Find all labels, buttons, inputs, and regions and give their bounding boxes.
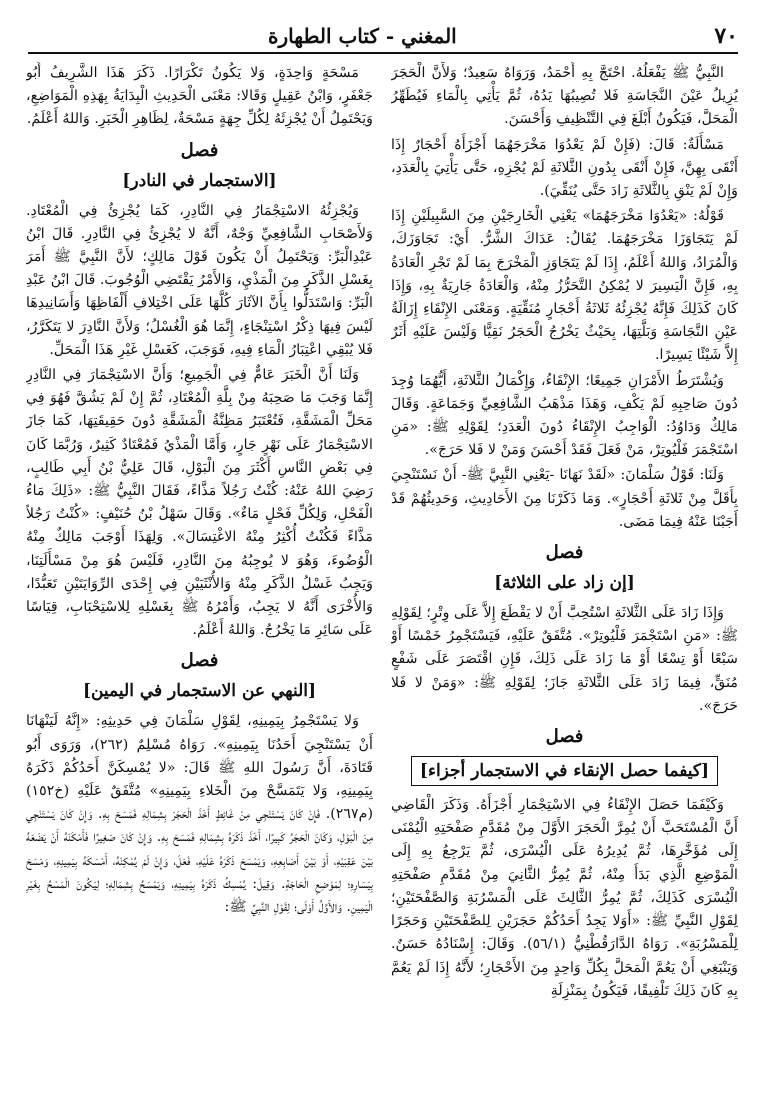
paragraph: وَيُشْتَرَطُ الأَمْرَانِ جَمِيعًا؛ الإِنْقَاءُ، وَإِكْمَالُ الثَّلاثَةِ، أَيُّهُمَا وُجِدَ دُونَ صَاحِبِهِ لَمْ يَكْفِ، وَهَذَا مَذْهَبُ الشَّافِعِيِّ وَجَمَاعَةٍ. وَقَالَ مَالِكٌ وَدَاوُدُ: الْوَاجِبُ الإِنْقَاءُ دُونَ الْعَدَدِ؛ لِقَوْلِهِ ﷺ: «مَنِ اسْتَجْمَرَ فَلْيُوتِرْ، مَنْ فَعَلَ فَقَدْ أَحْسَنَ وَمَنْ لا فَلا حَرَجَ». — [391, 372, 738, 459]
section-title: [النهي عن الاستجمار في اليمين] — [82, 681, 317, 702]
section-heading: فصل — [180, 139, 219, 161]
right-column — [391, 62, 738, 1088]
paragraph: مَسْأَلَةٌ: قَالَ: (فَإِنْ لَمْ يَعْدُوَا مَخْرَجَهُمَا أَجْزَأَهُ أَحْجَارٌ إِذَا أَنْقَى بِهِنَّ، فَإِنْ أَنْقَى بِدُونِ الثَّلاثَةِ لَمْ يُجْزِهِ، حَتَّى يَأْتِيَ بِالْعَدَدِ، وَإِنْ لَمْ يَنْقِ بِالثَّلاثَةِ زَادَ حَتَّى يُنَقِّيَ). — [391, 136, 738, 200]
section-heading: فصل — [545, 542, 584, 564]
left-column — [26, 62, 373, 1088]
paragraph: النَّبِيُّ ﷺ يَفْعَلُهُ. احْتَجَّ بِهِ أَحْمَدُ، وَرَوَاهُ سَعِيدٌ؛ وَلأَنَّ الْحَجَرَ يُزِيلُ عَيْنَ النَّجَاسَةِ فَلا تُصِيبُهَا يَدُهُ، ثُمَّ يَأْتِي بِالْمَاءِ فَيُطَهِّرُ الْمَحَلَّ، فَيَكُونُ أَبْلَغَ فِي التَّنْظِيفِ وَأَحْسَنَ. — [391, 65, 738, 128]
paragraph: قَوْلُهُ: «يَعْدُوَا مَخْرَجَهُمَا» يَعْنِي الْخَارِجَيْنِ مِنَ السَّبِيلَيْنِ إِذَا لَمْ يَتَجَاوَزَا مَخْرَجَهُمَا. يُقَالُ: عَدَاكَ الشَّرُّ. أَيْ: تَجَاوَزَكَ، وَالْمُرَادُ، وَاللهُ أَعْلَمُ، إِذَا لَمْ يَتَجَاوَزِ الْمَخْرَجَ بِمَا لَمْ تَجْرِ الْعَادَةُ بِهِ، فَإِنَّ الْيَسِيرَ لا يُمْكِنُ التَّحَرُّزُ مِنْهُ، وَالْعَادَةُ جَارِيَةٌ بِهِ، وَإِذَا كَانَ كَذَلِكَ فَإِنَّهُ يُجْزِئُهُ ثَلاثَةُ أَحْجَارٍ مُنَقِّيَةٍ. وَمَعْنَى الإِنْقَاءِ إِزَالَةُ عَيْنِ النَّجَاسَةِ وَبَلَّتِهَا، بِحَيْثُ يَخْرُجُ الْحَجَرُ نَقِيًّا وَلَيْسَ عَلَيْهِ أَثَرٌ إِلاَّ شَيْئًا يَسِيرًا. — [391, 208, 738, 364]
paragraph: مَسْحَةٍ وَاحِدَةٍ، وَلا يَكُونُ تَكْرَارًا. ذَكَرَ هَذَا الشَّرِيفُ أَبُو جَعْفَرٍ، وَابْنُ عَقِيلٍ وَقَالا: مَعْنَى الْحَدِيثِ الْبِدَايَةُ بِهَذِهِ الْمَوَاضِعِ، وَيَحْتَمِلُ أَنْ يُجْزِئَهُ لِكُلِّ جِهَةٍ مَسْحَةٌ، لِظَاهِرِ الْخَبَرِ. وَاللهُ أَعْلَمُ. — [26, 65, 373, 128]
running-title: المغني - كتاب الطهارة — [268, 24, 457, 48]
paragraph: وَيُجْزِئُهُ الاسْتِجْمَارُ فِي النَّادِرِ، كَمَا يُجْزِئُ فِي الْمُعْتَادِ. وَلأَصْحَابِ الشَّافِعِيِّ وَجْهٌ، أَنَّهُ لا يُجْزِئُ فِي النَّادِرِ. قَالَ ابْنُ عَبْدِالْبَرِّ: وَيَحْتَمِلُ أَنْ يَكُونَ قَوْلَ مَالِكٍ؛ لأَنَّ النَّبِيَّ ﷺ أَمَرَ بِغَسْلِ الذَّكَرِ مِنَ الْمَذْيِ، وَالأَمْرُ يَقْتَضِي الْوُجُوبَ. قَالَ ابْنُ عَبْدِ الْبَرِّ: وَاسْتَدَلُّوا بِأَنَّ الآثَارَ كُلَّهَا عَلَى اخْتِلافِ أَلْفَاظِهَا وَأَسَانِيدِهَا لَيْسَ فِيهَا ذِكْرُ اسْتِنْجَاءٍ، إِنَّمَا هُوَ الْغُسْلُ؛ وَلأَنَّ النَّادِرَ لا يَتَكَرَّرُ، فَلا يُبْقِي اعْتِبَارُ الْمَاءِ فِيهِ، فَوَجَبَ، كَغَسْلِ غَيْرِ هَذَا الْمَحَلِّ. — [26, 202, 373, 358]
text-columns — [26, 62, 738, 1088]
page-header — [28, 20, 738, 54]
section-title: [كيفما حصل الإنقاء في الاستجمار أجزاء] — [411, 756, 718, 786]
paragraph: وَكَيْفَمَا حَصَلَ الإِنْقَاءُ فِي الاسْتِجْمَارِ أَجْزَأَهُ. وَذَكَرَ الْقَاضِي أَنَّ الْمُسْتَحَبَّ أَنْ يُمِرَّ الْحَجَرَ الأَوَّلَ مِنْ مُقَدَّمِ صَفْحَتِهِ الْيُمْنَى إِلَى مُؤَخَّرِهَا، ثُمَّ يُدِيرُهُ عَلَى الْيُسْرَى، ثُمَّ يَرْجِعُ بِهِ إِلَى الْمَوْضِعِ الَّذِي بَدَأَ مِنْهُ، ثُمَّ يُمِرُّ الثَّانِيَ مِنْ مُقَدَّمِ صَفْحَتِهِ الْيُسْرَى كَذَلِكَ، ثُمَّ يُمِرُّ الثَّالِثَ عَلَى الْمَسْرُبَةِ وَالصَّفْحَتَيْنِ؛ لِقَوْلِ النَّبِيِّ ﷺ: «أَوَلا يَجِدُ أَحَدُكُمْ حَجَرَيْنِ لِلصَّفْحَتَيْنِ وَحَجَرًا لِلْمَسْرُبَةِ». رَوَاهُ الدَّارَقُطْنِيُّ (٥٦/١). وَقَالَ: إِسْنَادُهُ حَسَنٌ. وَيَنْبَغِي أَنْ يَعُمَّ الْمَحَلَّ بِكُلِّ وَاحِدٍ مِنَ الأَحْجَارِ؛ لأَنَّهُ إِذَا لَمْ يَعُمَّ بِهِ كَانَ ذَلِكَ تَلْفِيقًا، فَيَكُونُ بِمَنْزِلَةِ — [391, 797, 738, 999]
page-number: ٧٠ — [714, 23, 738, 49]
paragraph: وَلَنَا: قَوْلُ سَلْمَانَ: «لَقَدْ نَهَانَا -يَعْنِي النَّبِيَّ ﷺ- أَنْ نَسْتَنْجِيَ بِأَقَلَّ مِنْ ثَلاثَةِ أَحْجَارٍ». وَمَا ذَكَرْنَا مِنَ الأَحَادِيثِ، وَحَدِيثُهُمْ قَدْ أَجَبْنَا عَنْهُ فِيمَا مَضَى. — [391, 467, 738, 530]
paragraph: وَإِذَا زَادَ عَلَى الثَّلاثَةِ اسْتُحِبَّ أَنْ لا يَقْطَعَ إِلاَّ عَلَى وِتْرٍ؛ لِقَوْلِهِ ﷺ: «مَنِ اسْتَجْمَرَ فَلْيُوتِرْ». مُتَّفَقٌ عَلَيْهِ، فَيَسْتَجْمِرُ خَمْسًا أَوْ سَبْعًا أَوْ تِسْعًا أَوْ مَا زَادَ عَلَى ذَلِكَ، فَإِنِ اقْتَصَرَ عَلَى شَفْعٍ مُنَقٍّ، فِيمَا زَادَ عَلَى الثَّلاثَةِ جَازَ؛ لِقَوْلِهِ ﷺ: «وَمَنْ لا فَلا حَرَجَ». — [391, 605, 738, 714]
section-heading: فصل — [180, 650, 219, 672]
section-title: [الاستجمار في النادر] — [122, 170, 277, 191]
paragraph: وَلَنَا أَنَّ الْخَبَرَ عَامٌّ فِي الْجَمِيعِ؛ وَأَنَّ الاسْتِجْمَارَ فِي النَّادِرِ إِنَّمَا وَجَبَ مَا صَحِبَهُ مِنْ بِلَّةِ الْمُعْتَادِ، ثُمَّ إِنْ لَمْ يَشُقَّ فَهُوَ فِي مَحَلِّ الْمَشَقَّةِ، فَتُعْتَبَرُ مَظِنَّةُ الْمَشَقَّةِ دُونَ حَقِيقَتِهَا، كَمَا جَازَ الاسْتِجْمَارُ عَلَى نَهْرٍ جَارٍ، وَأَمَّا الْمَذْيُ فَمُعْتَادٌ كَثِيرٌ، وَرُبَّمَا كَانَ فِي بَعْضِ النَّاسِ أَكْثَرَ مِنَ الْبَوْلِ، قَالَ عَلِيُّ بْنُ أَبِي طَالِبٍ، رَضِيَ اللهُ عَنْهُ: كُنْتُ رَجُلاً مَذَّاءً، فَقَالَ النَّبِيُّ ﷺ: «ذَلِكَ مَاءُ الْفَحْلِ، وَلِكُلِّ فَحْلٍ مَاءٌ». وَقَالَ سَهْلُ بْنُ حُنَيْفٍ: «كُنْتُ رَجُلاً مَذَّاءً فَكُنْتُ أُكْثِرُ مِنْهُ الاغْتِسَالَ». وَلِهَذَا أَوْجَبَ مَالِكٌ مِنْهُ الْوُضُوءَ، وَهُوَ لا يُوجِبُهُ مِنَ النَّادِرِ، فَلَيْسَ هُوَ مِنْ مَسْأَلَتِنَا، وَيَجِبُ غَسْلُ الذَّكَرِ مِنْهُ وَالأُنْثَيَيْنِ فِي إِحْدَى الرِّوَايَتَيْنِ تَعَبُّدًا، وَالأُخْرَى أَنَّهُ لا يَجِبُ، وَأَمْرُهُ ﷺ بِغَسْلِهِ لِلاسْتِحْبَابِ، قِيَاسًا عَلَى سَائِرِ مَا يَخْرُجُ. وَاللهُ أَعْلَمُ. — [26, 367, 373, 639]
section-title: [إن زاد على الثلاثة] — [494, 573, 635, 594]
paragraph: وَلا يَسْتَجْمِرُ بِيَمِينِهِ، لِقَوْلِ سَلْمَانَ فِي حَدِيثِهِ: «إِنَّهُ لَيَنْهَانَا أَنْ يَسْتَنْجِيَ أَحَدُنَا بِيَمِينِهِ». رَوَاهُ مُسْلِمٌ (٢٦٢)، وَرَوَى أَبُو قَتَادَةَ، أَنَّ رَسُولَ اللهِ ﷺ قَالَ: «لا يُمْسِكَنَّ أَحَدُكُمْ ذَكَرَهُ بِيَمِينِهِ، وَلا يَتَمَسَّحْ مِنَ الْخَلاءِ بِيَمِينِهِ» مُتَّفَقٌ عَلَيْهِ (خ١٥٢) (م٢٦٧). فَإِنْ كَانَ يَسْتَنْجِي مِنْ غَائِطٍ أَخَذَ الْحَجَرَ بِشِمَالِهِ فَمَسَحَ بِهِ. وَإِنْ كَانَ يَسْتَنْجِي مِنَ الْبَوْلِ، وَكَانَ الْحَجَرُ كَبِيرًا، أَخَذَ ذَكَرَهُ بِشِمَالِهِ فَمَسَحَ بِهِ. وَإِنْ كَانَ صَغِيرًا فَأَمْكَنَهُ أَنْ يَضَعَهُ بَيْنَ عَقِبَيْهِ، أَوْ بَيْنَ أَصَابِعِهِ، وَيَمْسَحَ ذَكَرَهُ عَلَيْهِ، فَعَلَ، وَإِنْ لَمْ يُمْكِنْهُ، أَمْسَكَهُ بِيَمِينِهِ، وَمَسَحَ بِيَسَارِهِ؛ لِمَوْضِعِ الْحَاجَةِ. وَقِيلَ: يُمْسِكُ ذَكَرَهُ بِيَمِينِهِ، وَيَمْسَحُ بِشِمَالِهِ؛ لِيَكُونَ الْمَسْحُ بِغَيْرِ الْيَمِينِ. وَالأَوَّلُ أَوْلَى؛ لِقَوْلِ النَّبِيِّ ﷺ: — [26, 713, 373, 916]
section-heading: فصل — [545, 726, 584, 748]
